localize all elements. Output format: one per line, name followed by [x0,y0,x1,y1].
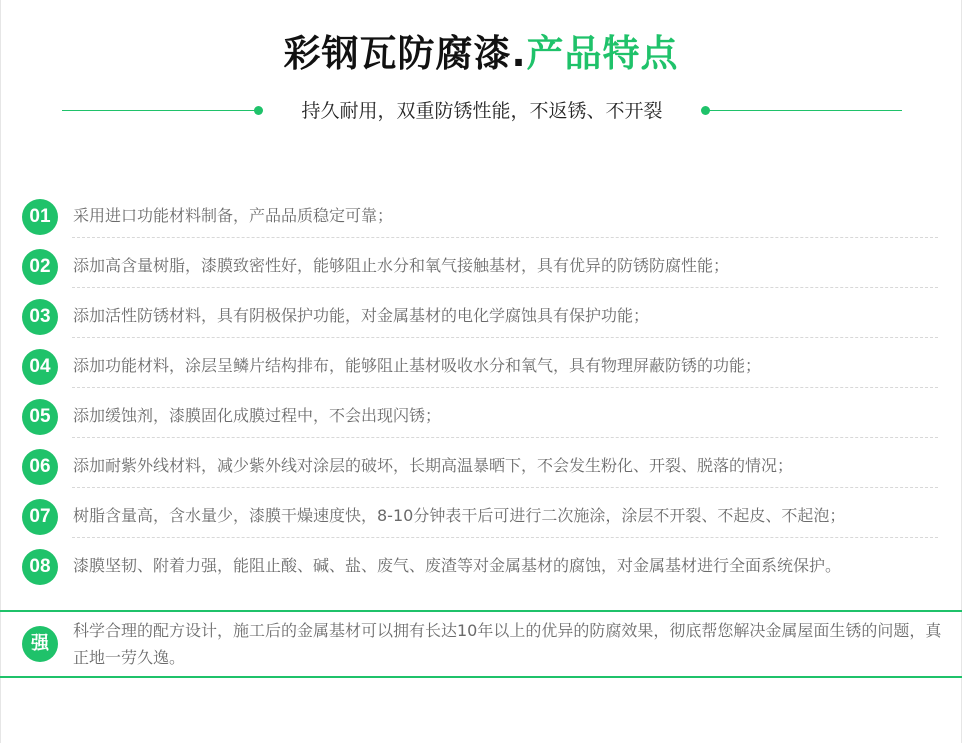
dashed-divider [72,337,938,338]
feature-item-05 [20,392,938,442]
highlight-text: 科学合理的配方设计，施工后的金属基材可以拥有长达10年以上的优异的防腐效果，彻底帮您解决金属屋面生锈的问题，真正地一劳久逸。 [73,621,942,667]
feature-text: 漆膜坚韧、附着力强，能阻止酸、碱、盐、废气、废渣等对金属基材的腐蚀，对金属基材进行全面系统保护。 [73,556,842,575]
feature-number-badge: 08 [22,549,58,585]
feature-item-06 [20,442,938,492]
feature-number-badge: 02 [22,249,58,285]
feature-text: 树脂含量高，含水量少，漆膜干燥速度快，8-10分钟表干后可进行二次施涂，涂层不开裂、不起皮、不起泡； [73,506,846,525]
feature-item-02 [20,242,938,292]
page-title [0,28,962,80]
subtitle-row [62,96,902,126]
feature-text: 添加耐紫外线材料，减少紫外线对涂层的破坏，长期高温暴晒下，不会发生粉化、开裂、脱落的情况； [73,456,794,475]
dashed-divider [72,387,938,388]
feature-item-03 [20,292,938,342]
feature-number-badge: 03 [22,299,58,335]
feature-number-badge: 04 [22,349,58,385]
dashed-divider [72,487,938,488]
feature-number-badge: 05 [22,399,58,435]
subtitle-line-left [62,110,256,111]
feature-item-04 [20,342,938,392]
title-main: 彩钢瓦防腐漆. [283,32,527,75]
feature-text: 添加缓蚀剂，漆膜固化成膜过程中，不会出现闪锈； [73,406,442,425]
feature-text: 采用进口功能材料制备，产品品质稳定可靠； [73,206,394,225]
feature-text: 添加功能材料，涂层呈鳞片结构排布，能够阻止基材吸收水分和氧气，具有物理屏蔽防锈的功能； [73,356,762,375]
feature-item-08 [20,542,938,592]
feature-item-01 [20,192,938,242]
feature-item-07 [20,492,938,542]
subtitle-line-right [708,110,902,111]
feature-number-badge: 07 [22,499,58,535]
dashed-divider [72,237,938,238]
subtitle: 持久耐用，双重防锈性能，不返锈、不开裂 [301,100,663,122]
feature-text: 添加活性防锈材料，具有阴极保护功能，对金属基材的电化学腐蚀具有保护功能； [73,306,650,325]
feature-text: 添加高含量树脂，漆膜致密性好，能够阻止水分和氧气接触基材，具有优异的防锈防腐性能； [73,256,730,275]
dashed-divider [72,537,938,538]
feature-number-badge: 01 [22,199,58,235]
dashed-divider [72,287,938,288]
highlight-box [0,610,962,678]
subtitle-dot-left [254,106,263,115]
title-accent: 产品特点 [526,32,679,75]
feature-number-badge: 06 [22,449,58,485]
strong-badge: 强 [22,626,58,662]
dashed-divider [72,437,938,438]
